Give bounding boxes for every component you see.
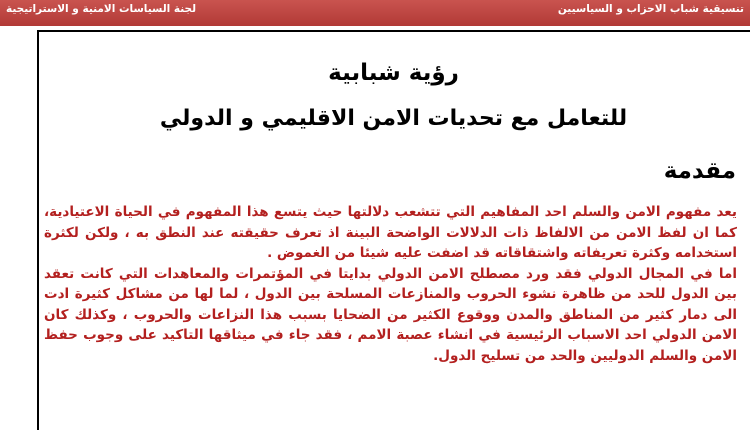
paragraph-international-security: اما في المجال الدولي فقد ورد مصطلح الامن الدولي بدايتا في المؤتمرات والمعاهدات التي كانت تعقد بين الدول للحد من ظاهرة نشوء الحروب والمنازعات المسلحة بين الدول ، لما لها من مشاكل كثيرة ادت الى دمار كثير من المناطق والمدن ووقوع الكثير من الضحايا بسبب هذا النزاعات والحروب ، وكذلك كان الامن الدولي احد الاسباب الرئيسية في انشاء عصبة الامم ، فقد جاء في ميثاقها التاكيد على وجوب حفظ الامن والسلم الدوليين والحد من تسليح الدول. <box>44 265 737 364</box>
body-text <box>44 202 737 366</box>
paragraph-introduction: يعد مفهوم الامن والسلم احد المفاهيم التي تتشعب دلالتها حيث يتسع هذا المفهوم في الحياة الاعتيادية، كما ان لفظ الامن من الالفاظ ذات الدلالات الواضحة البينة اذ تعرف حقيقته عند النطق به ، ولكن لكثرة استخدامه وكثرة تعريفاته واشتقاقاته قد اضفت عليه شيئا من الغموض . <box>44 204 737 261</box>
document-subtitle: للتعامل مع تحديات الامن الاقليمي و الدولي <box>159 106 628 131</box>
document-header-bar <box>0 0 750 26</box>
document-title: رؤية شبابية <box>328 60 459 86</box>
header-right-text: تنسيقية شباب الاحزاب و السياسيين <box>557 3 744 15</box>
header-left-text: لجنة السياسات الامنية و الاستراتيجية <box>6 3 197 15</box>
section-heading: مقدمة <box>663 158 736 184</box>
